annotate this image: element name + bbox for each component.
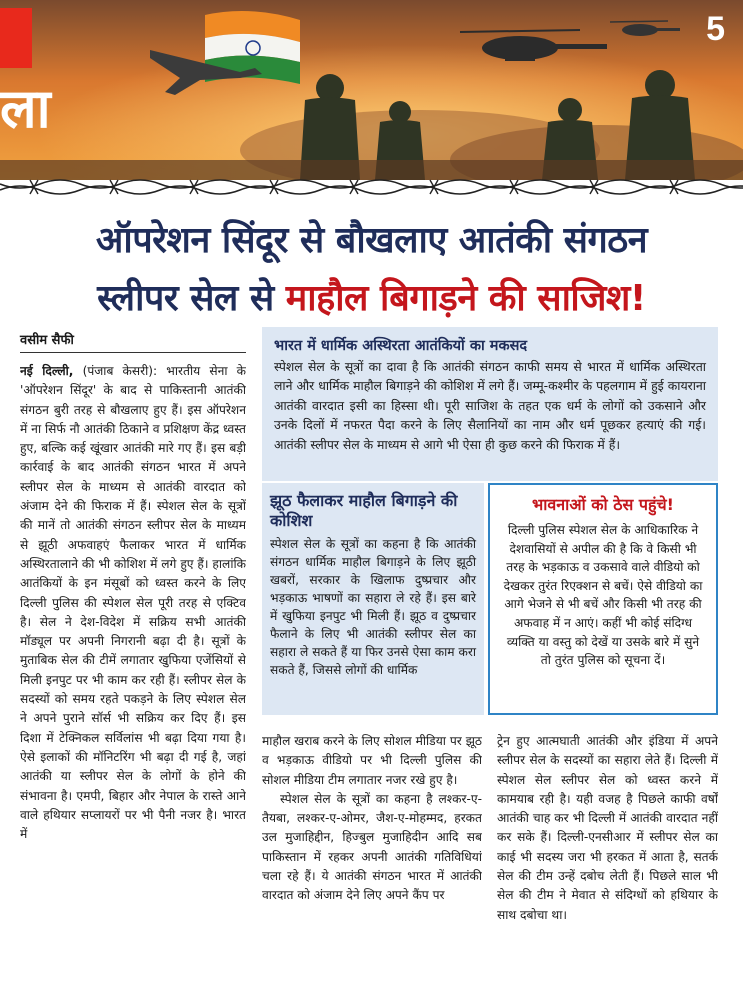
info-box-misinformation [262, 483, 484, 715]
banner-image [0, 0, 743, 180]
article-column-3 [497, 732, 718, 984]
column-1-paragraph [20, 362, 246, 844]
headline-line-2 [0, 272, 743, 321]
info-box-police-appeal-title: भावनाओं को ठेस पहुंचे! [532, 495, 674, 514]
info-box-police-appeal-body: दिल्ली पुलिस स्पेशल सेल के आधिकारिक ने देशवासियों से अपील की है कि वे किसी भी तरह के भड़काऊ व उकसावे वाले वीडियो को देखकर तुरंत रिएक्शन से बचें। ऐसे वीडियो का आगे भेजने से भी बचें और किसी भी तरह की अफवाह में न आएं। कहीं भी कोई संदिग्ध व्यक्ति या वस्तु को देखें या उसके बारे में सुने तो तुरंत पुलिस को सूचना दें। [503, 523, 703, 668]
article-column-2 [262, 732, 482, 984]
info-box-title: भारत में धार्मिक अस्थिरता आतंकियों का मकसद [274, 338, 528, 354]
military-scene-illustration [0, 0, 743, 180]
masthead-fragment: ला [0, 77, 51, 140]
info-box-body: स्पेशल सेल के सूत्रों का दावा है कि आतंकी संगठन काफी समय से भारत में धार्मिक अस्थिरता लाने और धार्मिक माहौल बिगाड़ने की कोशिश में लगे हैं। जम्मू-कश्मीर के पहलगाम में हुई कायराना आतंकी वारदात इसी का हिस्सा थी। पूरी साजिश के तहत एक धर्म के लोगों को उकसाने और उनके दिलों में नफरत पैदा करने के लिए सैलानियों का नाम और धर्म पूछकर हत्याएं की गई। आतंकी स्लीपर सेल के माध्यम से आगे भी ऐसा ही कुछ करने की फिराक में हैं। [274, 359, 706, 452]
headline-line-2-part-a: स्लीपर सेल से [97, 278, 286, 319]
column-3-paragraph: ट्रेन हुए आत्मघाती आतंकी और इंडिया में अपने स्लीपर सेल के सदस्यों का सहारा लेते हैं। दिल्ली में स्पेशल सेल स्लीपर सेल को ध्वस्त करने में कामयाब रही है। यही वजह है पिछले काफी वर्षों आतंकी चाह कर भी दिल्ली में आतंकी वारदात नहीं कर सके हैं। दिल्ली-एनसीआर में स्लीपर सेल का काई भी सदस्य जरा भी हरकत में आता है, सतर्क सेल की टीम उन्हें दबोच लेती हैं। पिछले साल भी सेल की टीम ने मेवात से संदिग्धों को हथियार के साथ दबोचा था। [497, 734, 718, 922]
headline-line-1: ऑपरेशन सिंदूर से बौखलाए आतंकी संगठन [95, 220, 648, 261]
byline-divider [20, 352, 246, 353]
byline: वसीम सैफी [20, 333, 74, 348]
info-box-misinformation-body: स्पेशल सेल के सूत्रों का कहना है कि आतंकी संगठन धार्मिक माहौल बिगाड़ने के लिए झूठी खबरों, सरकार के खिलाफ दुष्प्रचार और भड़काऊ भाषणों का सहारा ले रहे हैं। इस बारे में खुफिया इनपुट भी मिली हैं। झूठ व दुष्प्रचार फैलाने के लिए भी आतंकी स्लीपर सेल का सहारा ले सकते हैं या फिर उनसे ऐसा काम करा सकते हैं, जिससे लोगों की धार्मिक [270, 537, 476, 677]
barbed-wire-divider [0, 178, 743, 196]
masthead-red-block [0, 8, 32, 68]
column-1-body: (पंजाब केसरी): भारतीय सेना के 'ऑपरेशन सिंदूर' के बाद से पाकिस्तानी आतंकी संगठन बुरी तरह से बौखलाए हुए हैं। इस ऑपरेशन में ना सिर्फ नौ आतंकी ठिकाने व प्रशिक्षण केंद्र ध्वस्त हुए, बल्कि कई खूंखार आतंकी मारे गए हैं। इस बड़ी कार्रवाई के बाद आतंकी संगठन भारत में अपने स्लीपर सेल के माध्यम से आतंकी वारदात को अंजाम देने की फिराक में हैं। स्पेशल सेल के सूत्रों की मानें तो आतंकी संगठन स्लीपर सेल के माध्यम से झूठी अफवाहएं फैलाकर भारत में धार्मिक अस्थिरतालाने की भी कोशिश में लगे हुए हैं। हालांकि आतंकियों के इन मंसूबों को ध्वस्त करने के लिए दिल्ली पुलिस की स्पेशल सेल पूरी तरह से एक्टिव है। सेल ने देश-विदेश में सक्रिय सभी आतंकी मॉड्यूल पर अपनी निगरानी बढ़ा दी है। सूत्रों के मुताबिक सेल की टीमें लगातार खुफिया एजेंसियों से मिली इनपुट पर भी काम कर रही हैं। स्लीपर सेल के सदस्यों को समय रहते पकड़ने के लिए स्पेशल सेल ने अपने पुराने सॉर्स भी सक्रिय कर दिए हैं। इस दिशा में टेक्निकल सर्विलांस भी बढ़ा दिया गया है। ऐसे इलाकों की मॉनिटरिंग भी बढ़ा दी गई है, जहां आतंकी या स्लीपर सेल के लोगों के होने की संभावना है। एमपी, बिहार और नेपाल के रास्ते आने वाले हथियार सप्लायरों पर भी पैनी नजर है। भारत में [20, 364, 246, 842]
headline-line-2-part-b: माहौल बिगाड़ने की साजिश! [285, 278, 646, 319]
page-number: 5 [706, 10, 725, 48]
dateline: नई दिल्ली, [20, 364, 74, 378]
info-box-religious-instability [262, 327, 718, 481]
info-box-misinformation-title: झूठ फैलाकर माहौल बिगाड़ने की कोशिश [270, 491, 458, 530]
info-box-police-appeal [488, 483, 718, 715]
column-2-paragraph-1: माहौल खराब करने के लिए सोशल मीडिया पर झूठ व भड़काऊ वीडियो पर भी दिल्ली पुलिस की सोशल मीडिया टीम लगातार नजर रखे हुए है। [262, 734, 482, 787]
article-column-1 [20, 362, 246, 982]
column-2-paragraph-2: स्पेशल सेल के सूत्रों का कहना है लश्कर-ए-तैयबा, लश्कर-ए-ओमर, जैश-ए-मोहम्मद, हरकत उल मुजाहिद्दीन, हिज्बुल मुजाहिदीन आदि सब पाकिस्तान में रहकर अपनी आतंकी गतिविधियां चला रहे हैं। ये आतंकी संगठन भारत में आतंकी वारदात को अंजाम देने लिए अपने कैंप पर [262, 791, 482, 903]
